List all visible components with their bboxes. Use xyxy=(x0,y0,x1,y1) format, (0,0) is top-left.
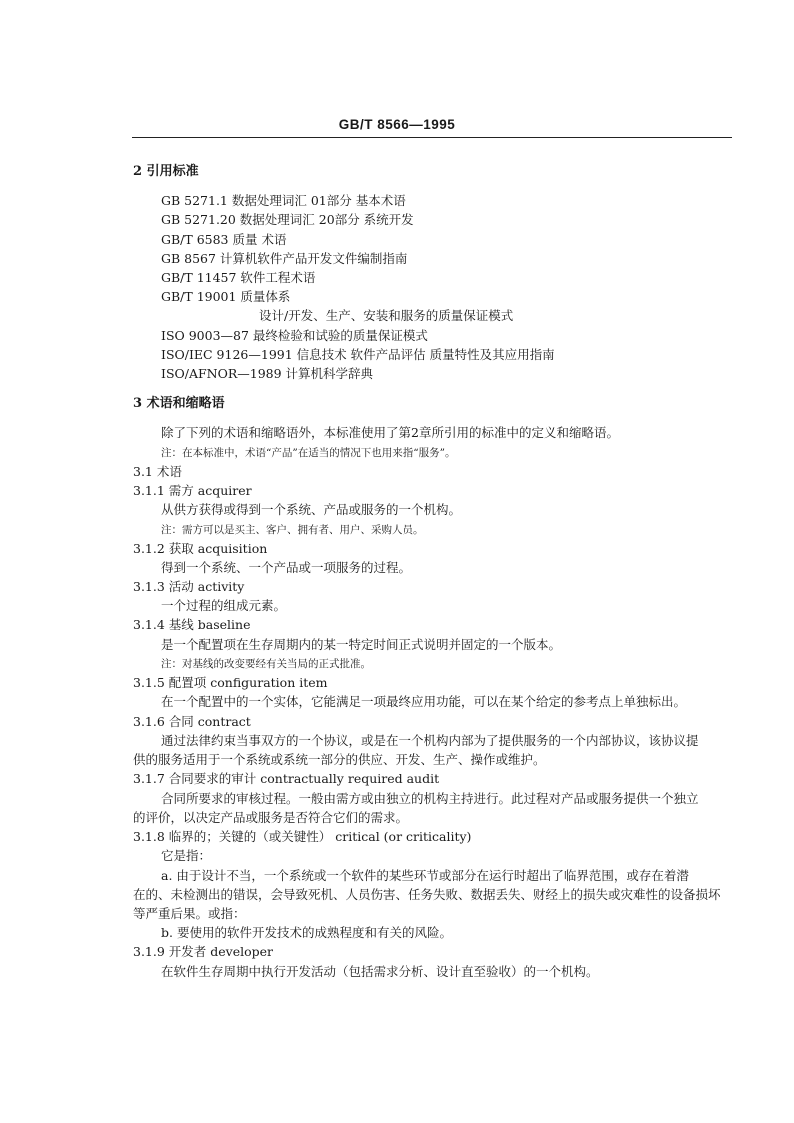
ref-item: GB/T 11457 软件工程术语 xyxy=(161,270,316,285)
ref-item: GB 5271.1 数据处理词汇 01部分 基本术语 xyxy=(161,193,406,208)
term-lead: 它是指： xyxy=(161,848,212,863)
header-rule xyxy=(132,137,732,138)
ref-item: GB 8567 计算机软件产品开发文件编制指南 xyxy=(161,251,408,266)
term-heading: 3.1.6 合同 contract xyxy=(133,714,251,729)
term-definition: 通过法律约束当事双方的一个协议，或是在一个机构内部为了提供服务的一个内部协议，该协议提 xyxy=(161,733,699,748)
section-3-title: 3 术语和缩略语 xyxy=(133,396,225,411)
term-list-continuation: 等严重后果。或指： xyxy=(133,906,246,921)
term-definition: 在软件生存周期中执行开发活动（包括需求分析、设计直至验收）的一个机构。 xyxy=(161,964,599,979)
term-list-item-a: a. 由于设计不当，一个系统或一个软件的某些环节或部分在运行时超出了临界范围，或存在着潜 xyxy=(161,868,689,883)
term-definition: 得到一个系统、一个产品或一项服务的过程。 xyxy=(161,560,412,575)
term-heading: 3.1.8 临界的；关键的（或关键性） critical (or criticality) xyxy=(133,829,472,844)
section-3-intro: 除了下列的术语和缩略语外，本标准使用了第2章所引用的标准中的定义和缩略语。 xyxy=(161,425,619,440)
term-heading: 3.1.7 合同要求的审计 contractually required audit xyxy=(133,771,440,786)
term-definition-continuation: 供的服务适用于一个系统或系统一部分的供应、开发、生产、操作或维护。 xyxy=(133,752,546,767)
term-heading: 3.1.2 获取 acquisition xyxy=(133,541,268,556)
term-definition: 合同所要求的审核过程。一般由需方或由独立的机构主持进行。此过程对产品或服务提供一个独立 xyxy=(161,791,699,806)
term-heading: 3.1.1 需方 acquirer xyxy=(133,483,252,498)
ref-item: GB 5271.20 数据处理词汇 20部分 系统开发 xyxy=(161,212,414,227)
term-heading: 3.1.3 活动 activity xyxy=(133,579,245,594)
term-note: 注：对基线的改变要经有关当局的正式批准。 xyxy=(161,658,371,670)
section-3-note: 注：在本标准中，术语“产品”在适当的情况下也用来指“服务”。 xyxy=(161,447,456,459)
term-definition: 是一个配置项在生存周期内的某一特定时间正式说明并固定的一个版本。 xyxy=(161,637,562,652)
term-definition: 在一个配置中的一个实体，它能满足一项最终应用功能，可以在某个给定的参考点上单独标出。 xyxy=(161,694,687,709)
ref-item: ISO/IEC 9126—1991 信息技术 软件产品评估 质量特性及其应用指南 xyxy=(161,347,555,362)
term-definition: 从供方获得或得到一个系统、产品或服务的一个机构。 xyxy=(161,502,462,517)
ref-item: GB/T 19001 质量体系 xyxy=(161,289,291,304)
term-list-continuation: 在的、未检测出的错误，会导致死机、人员伤害、任务失败、数据丢失、财经上的损失或灾难性的设备损坏 xyxy=(133,887,721,902)
term-definition: 一个过程的组成元素。 xyxy=(161,598,287,613)
ref-item-continuation: 设计/开发、生产、安装和服务的质量保证模式 xyxy=(259,308,514,323)
section-2-title: 2 引用标准 xyxy=(133,164,199,179)
ref-item: GB/T 6583 质量 术语 xyxy=(161,232,287,247)
term-definition-continuation: 的评价，以决定产品或服务是否符合它们的需求。 xyxy=(133,810,409,825)
subsection-3-1-title: 3.1 术语 xyxy=(133,464,182,479)
standard-code-header: GB/T 8566—1995 xyxy=(338,117,456,132)
term-note: 注：需方可以是买主、客户、拥有者、用户、采购人员。 xyxy=(161,524,424,536)
term-heading: 3.1.9 开发者 developer xyxy=(133,944,274,959)
ref-item: ISO/AFNOR—1989 计算机科学辞典 xyxy=(161,366,374,381)
term-heading: 3.1.4 基线 baseline xyxy=(133,617,251,632)
term-list-item-b: b. 要使用的软件开发技术的成熟程度和有关的风险。 xyxy=(161,925,452,940)
term-heading: 3.1.5 配置项 configuration item xyxy=(133,675,328,690)
ref-item: ISO 9003—87 最终检验和试验的质量保证模式 xyxy=(161,328,428,343)
